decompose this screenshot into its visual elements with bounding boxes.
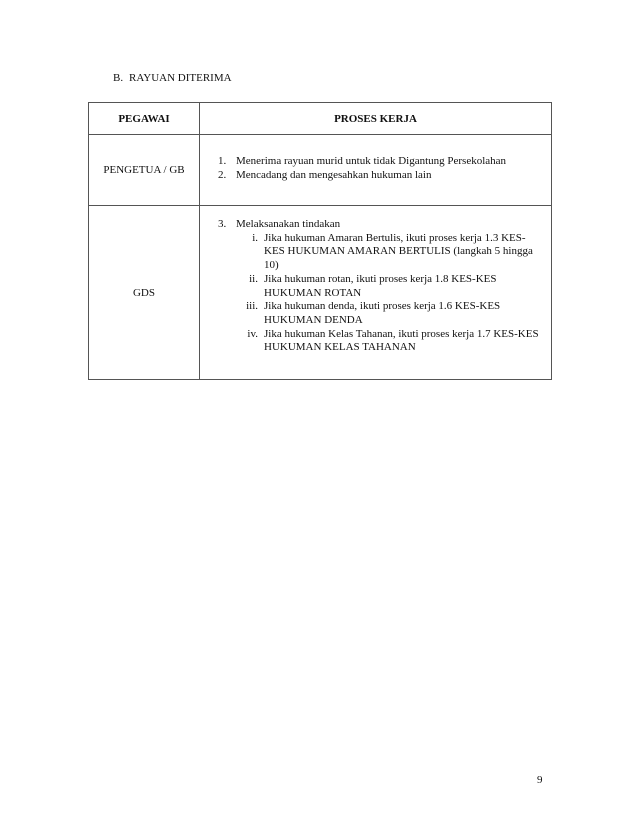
item-number: 2. (218, 169, 227, 181)
section-letter: B. (113, 72, 124, 84)
process-cell (200, 206, 552, 380)
role-cell: PENGETUA / GB (89, 135, 200, 206)
item-text: Menerima rayuan murid untuk tidak Digantung Persekolahan (236, 155, 507, 168)
role-cell: GDS (89, 206, 200, 380)
table-row (89, 206, 552, 380)
section-title: RAYUAN DITERIMA (129, 72, 232, 84)
sub-item-number: i. (252, 231, 258, 244)
process-table (88, 102, 552, 380)
sub-list-item (238, 328, 545, 355)
item-number: 3. (218, 218, 227, 230)
item-text: Melaksanakan tindakan (236, 218, 341, 230)
item-number: 1. (218, 155, 227, 168)
list-item (218, 169, 545, 183)
sub-list (218, 232, 545, 355)
sub-item-text: Jika hukuman rotan, ikuti proses kerja 1.8 KES-KES HUKUMAN ROTAN (264, 272, 497, 299)
sub-item-text: Jika hukuman Amaran Bertulis, ikuti proses kerja 1.3 KES-KES HUKUMAN AMARAN BERTULIS (langkah 5 hingga 10) (264, 231, 533, 272)
header-proses-kerja: PROSES KERJA (200, 103, 552, 135)
sub-list-item (238, 273, 545, 300)
sub-item-number: ii. (249, 272, 258, 285)
sub-item-number: iii. (246, 300, 258, 313)
table-row (89, 135, 552, 206)
process-cell (200, 135, 552, 206)
list-item (218, 155, 545, 169)
table-header-row (89, 103, 552, 135)
sub-list-item (238, 300, 545, 327)
page-number: 9 (537, 774, 543, 786)
sub-item-text: Jika hukuman Kelas Tahanan, ikuti proses kerja 1.7 KES-KES HUKUMAN KELAS TAHANAN (264, 327, 539, 354)
sub-item-number: iv. (247, 327, 258, 340)
sub-list-item (238, 232, 545, 273)
list-item (218, 218, 545, 232)
section-heading (113, 72, 232, 84)
sub-item-text: Jika hukuman denda, ikuti proses kerja 1.6 KES-KES HUKUMAN DENDA (264, 300, 501, 326)
item-text: Mencadang dan mengesahkan hukuman lain (236, 169, 432, 181)
header-pegawai: PEGAWAI (89, 103, 200, 135)
